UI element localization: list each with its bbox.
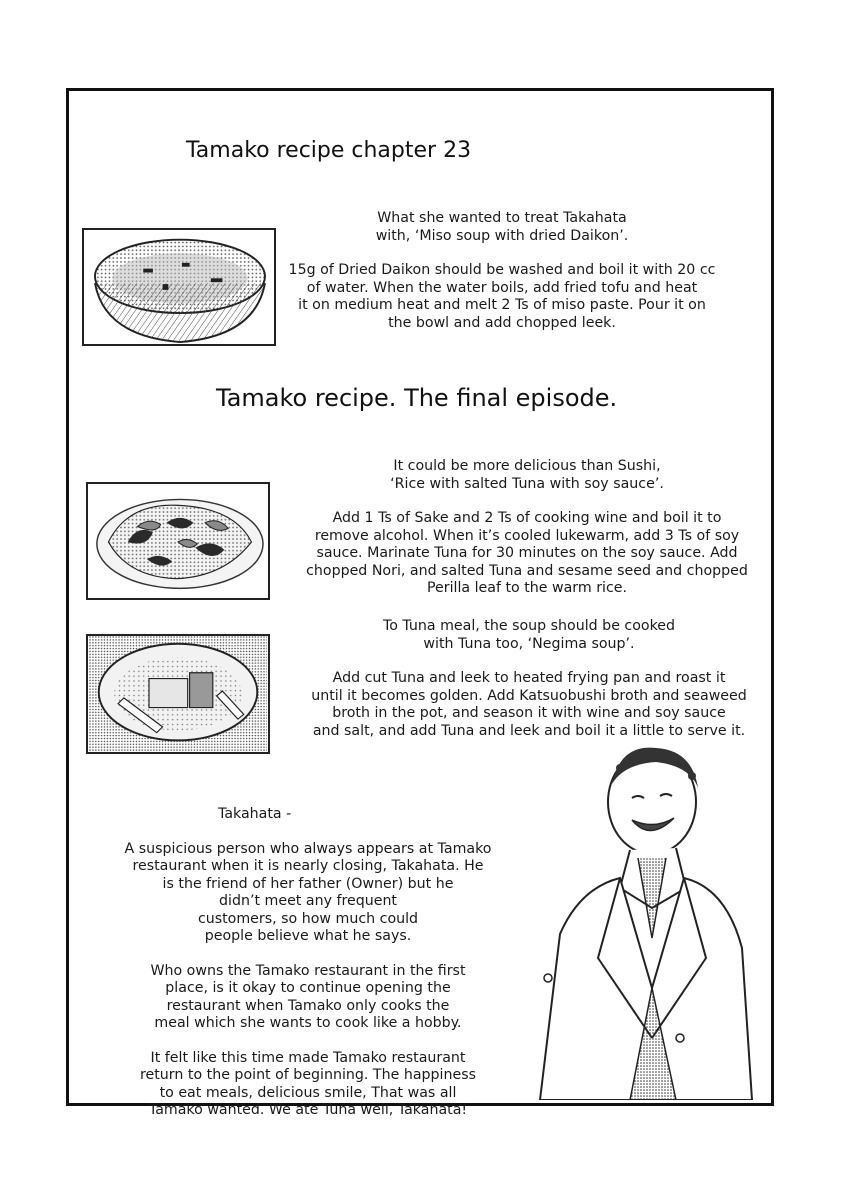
negima-recipe-text [296,618,762,740]
miso-recipe-text [282,210,722,332]
text-line: with Tuna too, ‘Negima soup’. [423,635,635,652]
text-line: it on medium heat and melt 2 Ts of miso paste. Pour it on [298,297,706,313]
takahata-profile-text [98,806,518,1120]
text-line: It felt like this time made Tamako restaurant [150,1049,466,1066]
text-line: customers, so how much could [197,910,419,927]
text-line: restaurant when Tamako only cooks the [166,997,450,1014]
text-line: return to the point of beginning. The happiness [140,1067,476,1083]
tuna-rice-recipe-text [296,458,758,598]
text-line: people believe what he says. [204,928,412,944]
text-line: until it becomes golden. Add Katsuobushi broth and seaweed [311,687,747,704]
text-line: ‘Rice with salted Tuna with soy sauce’. [390,475,664,492]
takahata-title: Takahata - [218,806,292,822]
text-line: sauce. Marinate Tuna for 30 minutes on the soy sauce. Add [316,545,738,561]
chapter-heading: Tamako recipe chapter 23 [186,138,472,163]
text-line: Who owns the Tamako restaurant in the first [150,962,466,979]
text-line: didn’t meet any frequent [219,893,397,909]
text-line: broth in the pot, and season it with wine and soy sauce [332,705,726,721]
text-line: Tamako wanted. We ate Tuna well, Takahata! [148,1102,468,1118]
text-line: It could be more delicious than Sushi, [393,458,661,474]
negima-soup-illustration [86,634,270,754]
miso-soup-illustration [82,228,276,346]
text-line: To Tuna meal, the soup should be cooked [382,618,676,634]
text-line: to eat meals, delicious smile, That was all [159,1084,457,1101]
text-line: chopped Nori, and salted Tuna and sesame seed and chopped [306,562,748,579]
takahata-illustration [520,738,756,1100]
text-line: What she wanted to treat Takahata [377,210,627,226]
text-line: Add 1 Ts of Sake and 2 Ts of cooking wine and boil it to [332,510,722,526]
text-line: meal which she wants to cook like a hobby. [154,1015,462,1031]
final-episode-heading: Tamako recipe. The final episode. [216,384,618,412]
text-line: place, is it okay to continue opening the [165,980,451,996]
text-line: the bowl and add chopped leek. [388,314,616,331]
text-line: remove alcohol. When it’s cooled lukewarm, add 3 Ts of soy [314,527,740,544]
tuna-rice-illustration [86,482,270,600]
text-line: Perilla leaf to the warm rice. [426,580,628,596]
text-line: 15g of Dried Daikon should be washed and boil it with 20 cc [288,262,716,278]
text-line: is the friend of her father (Owner) but he [162,875,454,892]
text-line: of water. When the water boils, add fried tofu and heat [306,279,698,296]
text-line: and salt, and add Tuna and leek and boil it a little to serve it. [312,722,746,739]
text-line: A suspicious person who always appears at Tamako [124,840,492,857]
text-line: Add cut Tuna and leek to heated frying pan and roast it [332,670,726,686]
text-line: with, ‘Miso soup with dried Daikon’. [375,227,629,244]
text-line: restaurant when it is nearly closing, Takahata. He [132,858,484,874]
